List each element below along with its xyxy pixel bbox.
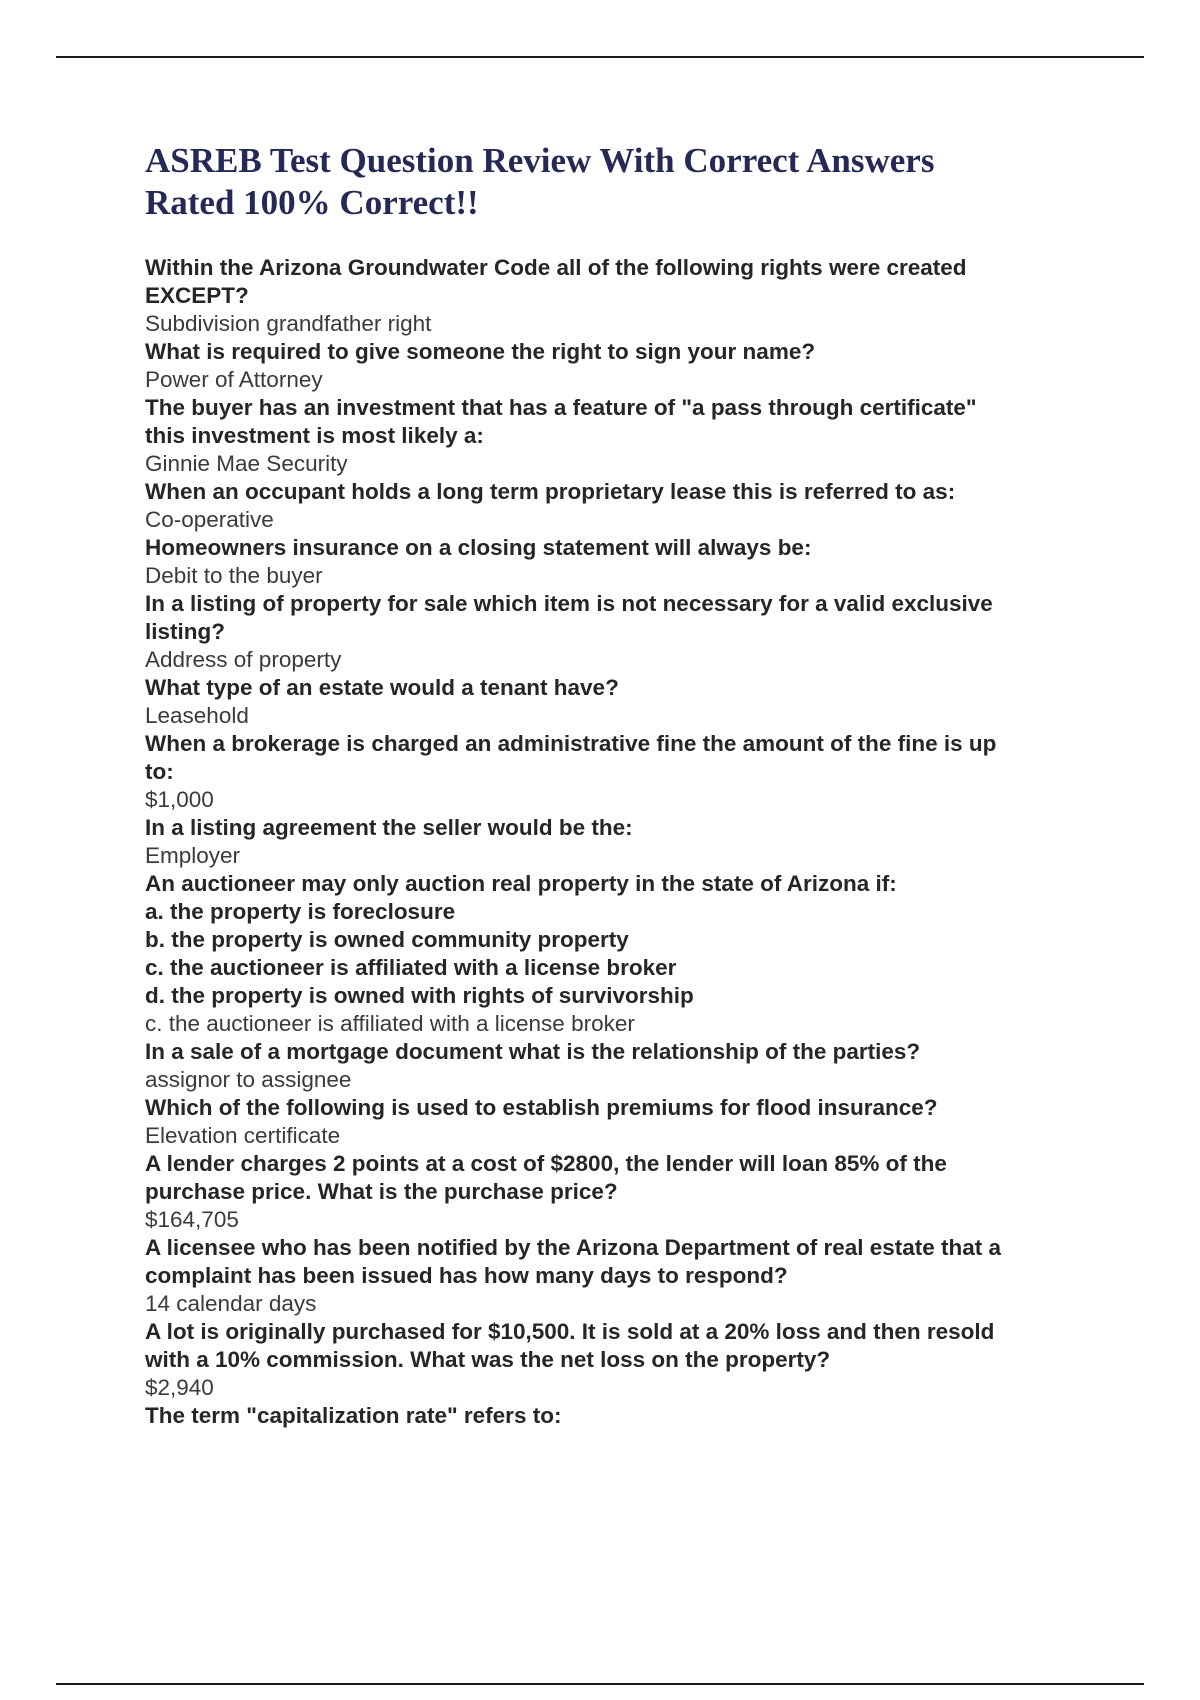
answer: Debit to the buyer: [145, 563, 323, 588]
question: [145, 1150, 1080, 1206]
qa-item: [145, 338, 1080, 394]
question-line: listing?: [145, 619, 225, 644]
question: [145, 1234, 1080, 1290]
answer: assignor to assignee: [145, 1067, 352, 1092]
answer: Leasehold: [145, 703, 249, 728]
qa-list: [145, 254, 1080, 1430]
qa-item: [145, 1150, 1080, 1234]
question-line: Which of the following is used to establish premiums for flood insurance?: [145, 1095, 938, 1120]
qa-item: [145, 1038, 1080, 1094]
question-line: When a brokerage is charged an administrative fine the amount of the fine is up: [145, 731, 997, 756]
question-line: The term "capitalization rate" refers to:: [145, 1403, 562, 1428]
question-line: In a listing of property for sale which item is not necessary for a valid exclusive: [145, 591, 993, 616]
question: [145, 1318, 1080, 1374]
qa-item: [145, 394, 1080, 478]
qa-item: [145, 1402, 1080, 1430]
answer: $164,705: [145, 1207, 239, 1232]
qa-item: [145, 534, 1080, 590]
document-title: [145, 140, 1080, 224]
question: [145, 674, 1080, 702]
question-line: complaint has been issued has how many days to respond?: [145, 1263, 788, 1288]
question: [145, 1094, 1080, 1122]
question: [145, 730, 1080, 786]
question-line: b. the property is owned community property: [145, 927, 629, 952]
answer: Subdivision grandfather right: [145, 311, 432, 336]
qa-item: [145, 478, 1080, 534]
question-line: this investment is most likely a:: [145, 423, 484, 448]
qa-item: [145, 674, 1080, 730]
question-line: In a sale of a mortgage document what is the relationship of the parties?: [145, 1039, 921, 1064]
question-line: A lot is originally purchased for $10,500. It is sold at a 20% loss and then resold: [145, 1319, 995, 1344]
qa-item: [145, 814, 1080, 870]
question: [145, 814, 1080, 842]
document-title-line-1: ASREB Test Question Review With Correct Answers: [145, 141, 935, 180]
question-line: EXCEPT?: [145, 283, 249, 308]
question-line: What type of an estate would a tenant have?: [145, 675, 619, 700]
answer: Address of property: [145, 647, 342, 672]
question: [145, 478, 1080, 506]
answer: 14 calendar days: [145, 1291, 317, 1316]
question-line: Within the Arizona Groundwater Code all of the following rights were created: [145, 255, 967, 280]
answer: $1,000: [145, 787, 214, 812]
question: [145, 394, 1080, 450]
question-line: A licensee who has been notified by the Arizona Department of real estate that a: [145, 1235, 1002, 1260]
question-line: a. the property is foreclosure: [145, 899, 456, 924]
answer: c. the auctioneer is affiliated with a license broker: [145, 1011, 635, 1036]
question-line: When an occupant holds a long term proprietary lease this is referred to as:: [145, 479, 956, 504]
question-line: to:: [145, 759, 174, 784]
qa-item: [145, 730, 1080, 814]
qa-item: [145, 254, 1080, 338]
question-line: A lender charges 2 points at a cost of $2800, the lender will loan 85% of the: [145, 1151, 947, 1176]
qa-item: [145, 1318, 1080, 1402]
answer: Employer: [145, 843, 241, 868]
top-rule: [56, 56, 1144, 58]
qa-item: [145, 590, 1080, 674]
document-body: [145, 140, 1080, 1430]
qa-item: [145, 870, 1080, 1038]
answer: Power of Attorney: [145, 367, 323, 392]
question-line: d. the property is owned with rights of survivorship: [145, 983, 694, 1008]
question: [145, 590, 1080, 646]
question-line: with a 10% commission. What was the net loss on the property?: [145, 1347, 831, 1372]
qa-item: [145, 1094, 1080, 1150]
document-title-line-2: Rated 100% Correct!!: [145, 183, 479, 222]
answer: Elevation certificate: [145, 1123, 341, 1148]
question: [145, 1402, 1080, 1430]
question: [145, 338, 1080, 366]
qa-item: [145, 1234, 1080, 1318]
question: [145, 534, 1080, 562]
bottom-rule: [56, 1683, 1144, 1685]
answer: $2,940: [145, 1375, 214, 1400]
question-line: c. the auctioneer is affiliated with a license broker: [145, 955, 677, 980]
question: [145, 1038, 1080, 1066]
answer: Ginnie Mae Security: [145, 451, 348, 476]
question-line: An auctioneer may only auction real property in the state of Arizona if:: [145, 871, 897, 896]
question: [145, 254, 1080, 310]
question-line: The buyer has an investment that has a feature of "a pass through certificate": [145, 395, 977, 420]
question: [145, 870, 1080, 1010]
question-line: In a listing agreement the seller would be the:: [145, 815, 633, 840]
question-line: purchase price. What is the purchase price?: [145, 1179, 618, 1204]
answer: Co-operative: [145, 507, 274, 532]
question-line: What is required to give someone the right to sign your name?: [145, 339, 816, 364]
question-line: Homeowners insurance on a closing statement will always be:: [145, 535, 812, 560]
